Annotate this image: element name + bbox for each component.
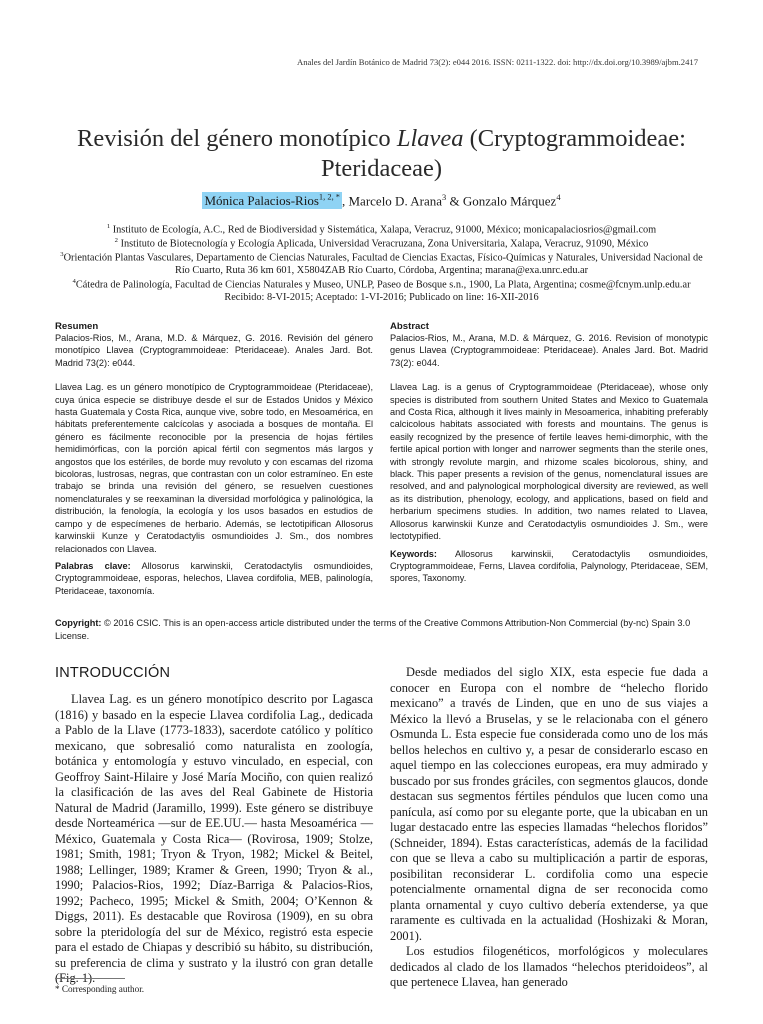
resumen-kw-text: Allosorus karwinskii, Ceratodactylis osmundioides, Cryptogrammoideae, esporas, helechos, Llavea cordifolia, MEB, palinología, Pteridaceae, taxonomía. — [55, 560, 373, 596]
copyright-text: © 2016 CSIC. This is an open-access article distributed under the terms of the Creative Commons Attribution-Non Commercial (by-nc) Spain 3.0 License. — [55, 618, 691, 641]
author-2-sup: 3 — [442, 192, 447, 202]
abstract-kw-text: Allosorus karwinskii, Ceratodactylis osmundioides, Cryptogrammoideae, Ferns, Llavea cordifolia, Palynology, Pteridaceae, SEM, spores, Taxonomy. — [390, 548, 708, 584]
author-3-sup: 4 — [556, 192, 561, 202]
abstract-section — [390, 321, 708, 585]
aff-num: 3 — [60, 251, 64, 258]
abstract-keywords — [390, 548, 708, 585]
resumen-body: Llavea Lag. es un género monotípico de Cryptogrammoideae (Pteridaceae), cuya única especie se distribuye desde el sur de Estados Unidos y México hasta Guatemala y Costa Rica, aunque vive, sobre todo, en Mesoamérica, en hábitats preferentemente calcícolas y asociada a bosques de montaña. El género es fácilmente reconocible por la presencia de hojas fértiles hemidimórficas, con la porción apical fértil con segmentos más largos y angostos que los estériles, de borde muy revoluto y con escamas del rizoma bicoloras, lustrosas, negras, que contrastan con un color estramíneo. En este trabajo se brinda una revisión del género, se resuelven cuestiones nomenclaturales y se reexaminan la diversidad morfológica y palinológica, la distribución, la fenología, la ecología y los usos basados en estudios de campo y de especímenes de herbario. Además, se lectotipifican Allosorus karwinskii Kunze y Ceratodactylis osmundioides J. Sm., dos nombres relacionados con Llavea. — [55, 382, 373, 554]
abstract-citation: Palacios-Rios, M., Arana, M.D. & Márquez, G. 2016. Revision of monotypic genus Llavea (Cryptogrammoideae: Pteridaceae). Anales Jard. Bot. Madrid 73(2): e044. — [390, 333, 708, 368]
article-title — [40, 124, 723, 184]
author-1-sup: 1, 2, * — [318, 192, 340, 202]
intro-heading: INTRODUCCIÓN — [55, 665, 171, 681]
aff-text: Instituto de Biotecnología y Ecología Aplicada, Universidad Veracruzana, Zona Universitaria, Xalapa, Veracruz, 91090, México — [118, 238, 649, 250]
abstract-heading: Abstract — [390, 321, 429, 332]
resumen-heading: Resumen — [55, 321, 99, 332]
resumen-section — [55, 321, 373, 597]
aff-text: Instituto de Ecología, A.C., Red de Biodiversidad y Sistemática, Xalapa, Veracruz, 91000, México; monicapalaciosrios@gmail.com — [110, 224, 657, 236]
intro-paragraph-3: Los estudios filogenéticos, morfológicos y moleculares dedicados al clado de los llamados “helechos pteridoideos”, al que pertenece Llavea, han generado — [390, 944, 708, 989]
affiliation-3 — [60, 249, 703, 277]
author-3[interactable]: & Gonzalo Márquez — [446, 193, 557, 209]
footnote: * Corresponding author. — [55, 984, 145, 994]
intro-col-right — [390, 665, 708, 991]
aff-text: Cátedra de Palinología, Facultad de Ciencias Naturales y Museo, UNLP, Paseo de Bosque s.n., 1900, La Plata, Argentina; cosme@fcnym.unlp.edu.ar — [75, 279, 691, 291]
intro-col-left — [55, 692, 373, 987]
received-dates: Recibido: 8-VI-2015; Aceptado: 1-VI-2016; Publicado on line: 16-XII-2016 — [224, 292, 539, 303]
author-2[interactable]: , Marcelo D. Arana — [342, 193, 442, 209]
footnote-divider — [55, 978, 125, 979]
title-line2: Pteridaceae) — [320, 155, 443, 182]
title-part1: Revisión del género monotípico — [77, 125, 397, 152]
author-1[interactable]: Mónica Palacios-Rios — [204, 193, 319, 209]
author-list — [0, 192, 763, 209]
intro-paragraph-1: Llavea Lag. es un género monotípico descrito por Lagasca (1816) y basado en la especie Llavea cordifolia Lag., dedicada a Pablo de la Llave (1773-1833), sacerdote católico y político mexicano, que sobresalió como naturalista en zoología, botánica y entomología y estuvo vinculado, en especial, con Geoffroy Saint-Hilaire y José María Mociño, con quien realizó la clasificación de las aves del Real Gabinete de Historia Natural de Madrid (Jaramillo, 1999). Este género se distribuye desde Norteamérica —sur de EE.UU.— hasta Mesoamérica —México, Guatemala y Costa Rica— (Rovirosa, 1909; Stolze, 1981; Smith, 1981; Tryon & Tryon, 1982; Mickel & Beitel, 1988; Lellinger, 1989; Kramer & Green, 1990; Tryon & al., 1990; Palacios-Rios, 1992; Díaz-Barriga & Palacios-Rios, 1992; Pacheco, 1995; Mickel & Smith, 2004; O’Kennon & Diggs, 2011). Es destacable que Rovirosa (1909), en su obra sobre la pteridología del sur de México, registró esta especie para el estado de Chiapas y describió su hábito, su distribución, su preferencia de clima y sustrato y la ilustró con gran detalle (Fig. 1). — [55, 692, 373, 985]
copyright-label: Copyright: — [55, 618, 102, 628]
resumen-keywords — [55, 560, 373, 597]
author-highlight — [202, 192, 342, 209]
copyright-notice — [55, 617, 708, 642]
resumen-kw-label: Palabras clave: — [55, 560, 131, 571]
journal-header: Anales del Jardín Botánico de Madrid 73(2): e044 2016. ISSN: 0211-1322. doi: http://dx.doi.org/10.3989/ajbm.2417 — [296, 57, 698, 67]
aff-text: Orientación Plantas Vasculares, Departamento de Ciencias Naturales, Facultad de Ciencias Exactas, Físico-Químicas y Naturales, Universidad Nacional de Río Cuarto, Ruta 36 km 601, X5804ZAB Río Cuarto, Córdoba, Argentina; marana@exa.unrc.edu.ar — [63, 252, 703, 276]
abstract-kw-label: Keywords: — [390, 548, 437, 559]
aff-num: 2 — [114, 237, 119, 244]
intro-paragraph-2: Desde mediados del siglo XIX, esta especie fue dada a conocer en Europa con el nombre de “helecho florido mexicano” a través de Linden, que en uno de sus viajes a México la llevó a Bruselas, y se le relacionaba con el género Osmunda L. Esta especie fue considerada como uno de los más bellos helechos en cultivo y, a pesar de considerarlo escaso en aquel tiempo en las colecciones europeas, era muy admirado y buscado por sus frondes gráciles, con segmentos glaucos, donde destacan sus segmentos fértiles péndulos que lucen como una panícula, así como por su elegante porte, que la ubicaban en un lugar destacado entre las especies llamadas “helechos floridos” (Schneider, 1894). Estas características, además de la facilidad con que se lleva a cabo su multiplicación a partir de esporas, posibilitan reconsiderar L. cordifolia como una especie potencialmente ornamental digna de ser reconocida como planta ornamental y cuyo cultivo debería extenderse, ya que raramente es cultivada en la actualidad (Hoshizaki & Moran, 2001). — [390, 665, 708, 943]
resumen-citation: Palacios-Rios, M., Arana, M.D. & Márquez, G. 2016. Revisión del género monotípico Llavea (Cryptogrammoideae: Pteridaceae). Anales Jard. Bot. Madrid 73(2): e044. — [55, 333, 373, 368]
affiliation-4 — [60, 276, 703, 292]
title-genus: Llavea — [396, 125, 464, 152]
title-part2: (Cryptogrammoideae: — [463, 125, 686, 152]
aff-num: 1 — [106, 223, 111, 230]
abstract-body: Llavea Lag. is a genus of Cryptogrammoideae (Pteridaceae), whose only species is distributed from southern United States and Mexico to Guatemala and Costa Rica, although it lives mainly in Mesoamerica, inhabiting preferably calcicolous habitats associated with forests and mountains. The genus is easily recognized by the presence of fertile leaves hemi-dimorphic, with the fertile apical portion with longer and narrower segments than the sterile ones, with strongly revolute margin, and rhizome scales bicolorous, shiny, and black. This paper presents a revision of the genus, nomenclatural issues are resolved, and and palynological morphological diversity are reviewed, as well as its distribution, phenology, ecology, and applications, based on field and herbarium specimens studies. In addition, two names related to Llavea, Allosorus karwinskii Kunze and Ceratodactylis osmundioides J. Sm., were lectotypified. — [390, 382, 708, 542]
aff-num: 4 — [72, 278, 76, 285]
